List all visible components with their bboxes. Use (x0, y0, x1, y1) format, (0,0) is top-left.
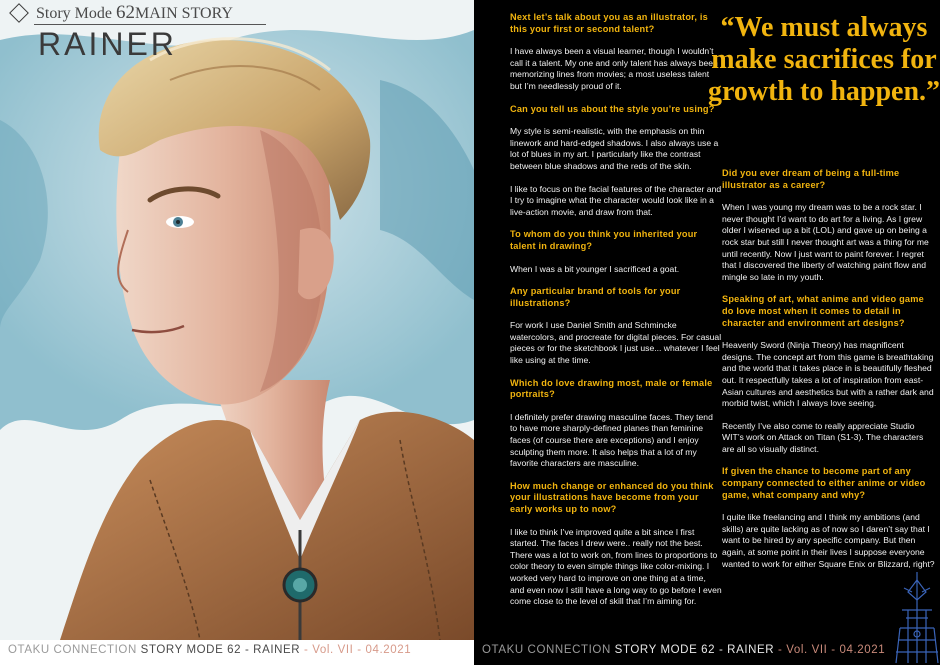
interview-column-2 (722, 168, 936, 581)
kicker-suffix: MAIN STORY (135, 5, 233, 22)
footer-volume: - Vol. VII - 04.2021 (300, 644, 412, 656)
answer-5: I definitely prefer drawing masculine faces. They tend to have more sharply-defined planes than feminine faces (of course there are exceptions) and I enjoy sculpting them more. It also helps that a lot of my favorite characters are masculine. (510, 411, 713, 469)
footer-volume: - Vol. VII - 04.2021 (774, 644, 886, 656)
question-2: Can you tell us about the style you’re using? (510, 103, 715, 114)
diamond-icon (9, 3, 29, 23)
question-7: Did you ever dream of being a full-time illustrator as a career? (722, 168, 900, 190)
answer-4: For work I use Daniel Smith and Schmincke watercolors, and procreate for digital pieces. For casual pieces or for the sketchbook I just use... whatever I feel like using at the time. (510, 320, 722, 366)
answer-8b: Recently I’ve also come to really appreciate Studio WIT’s work on Attack on Titan (S1-3). The characters are all so visually distinct. (722, 420, 924, 454)
question-8: Speaking of art, what anime and video game do love most when it comes to detail in character and environment art designs? (722, 294, 924, 328)
portrait-painting (0, 0, 474, 640)
interview-column-1 (510, 12, 722, 619)
pull-quote: “We must always make sacrifices for growth to happen.” (707, 12, 940, 107)
answer-2b: I like to focus on the facial features of the character and I try to imagine what the character would look like in a live-action movie, and draw from that. (510, 183, 722, 217)
right-page (474, 0, 940, 665)
right-footer (482, 644, 902, 662)
question-3: To whom do you think you inherited your talent in drawing? (510, 229, 698, 251)
answer-1: I have always been a visual learner, though I wouldn’t call it a talent. My one and only talent has always been memorizing lines from movies; a most useless talent but I’m needlessly proud of it. (510, 46, 718, 91)
header-rule (34, 24, 266, 25)
left-footer (8, 644, 468, 662)
section-kicker (36, 2, 233, 24)
question-5: Which do love drawing most, male or female portraits? (510, 377, 713, 400)
answer-3: When I was a bit younger I sacrificed a goat. (510, 263, 680, 274)
answer-8a: Heavenly Sword (Ninja Theory) has magnificent designs. The concept art from this game is breathtaking and the world that it takes place in is beautifully fleshed out. It respectfully takes a lot of inspiration from east-Asian cultures and aesthetics but with a rather dark and morbid twist, which I always love seeing. (722, 340, 934, 409)
kicker-prefix: Story Mode (36, 5, 116, 22)
footer-brand: OTAKU CONNECTION (482, 644, 615, 656)
corner-ornament-icon (894, 570, 940, 665)
kicker-number: 62 (116, 2, 135, 23)
question-6: How much change or enhanced do you think your illustrations have become from your early works up to now? (510, 480, 714, 514)
page-title: RAINER (38, 26, 177, 62)
footer-brand: OTAKU CONNECTION (8, 644, 141, 656)
article-header (8, 2, 298, 62)
question-1: Next let’s talk about you as an illustrator, is this your first or second talent? (510, 12, 708, 34)
watercolor-portrait-illustration (0, 0, 474, 640)
question-4: Any particular brand of tools for your illustrations? (510, 286, 681, 308)
footer-story: STORY MODE 62 - RAINER (614, 644, 775, 656)
question-9: If given the chance to become part of any company connected to either anime or video game, what company and why? (722, 466, 926, 500)
answer-6: I like to think I’ve improved quite a bit since I first started. The faces I drew were.. really not the best. There was a lot to work on, from lines to proportions to color theory to even simple things like color-mixing. I worked very hard to improve on one thing at a time, and even now I still have a long way to go before I even come close to the level of skill that I’m aiming for. (510, 526, 722, 607)
answer-2a: My style is semi-realistic, with the emphasis on thin linework and hard-edged shadows. I also always use a lot of blues in my art. I particularly like the contrast between blue shadows and the reds of the skin. (510, 126, 719, 171)
answer-9: I quite like freelancing and I think my ambitions (and skills) are quite lacking as of now so I daren’t say that I want to be hired by any specific company. But then again, at some point in their lives I suppose everyone wanted to work for either Square Enix or Blizzard, right? (722, 512, 935, 569)
footer-story: STORY MODE 62 - RAINER (140, 644, 301, 656)
answer-7: When I was young my dream was to be a rock star. I never thought I’d want to do art for a living. As I grew older I wisened up a bit (LOL) and gave up on being a rock star but still I never thought art was a thing for me until recently. Now I just want to paint forever. I regret that I discovered the liberty of watching paint flow and mingle so late in my youth. (722, 202, 929, 282)
